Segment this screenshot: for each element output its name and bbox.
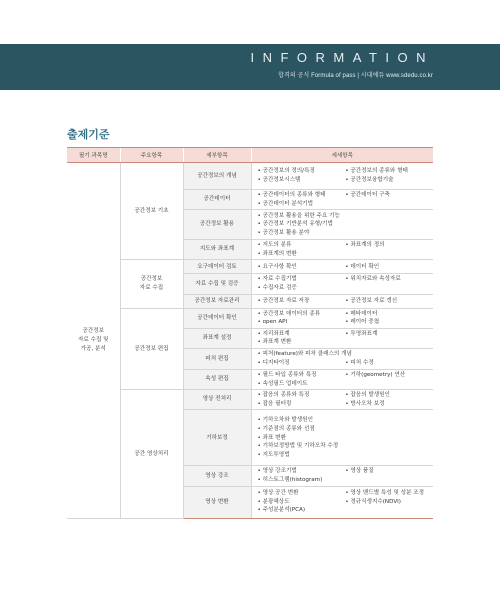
detail-list — [258, 350, 430, 367]
detail-list — [258, 191, 430, 208]
detail-cell — [251, 466, 433, 486]
detail-cell — [251, 348, 433, 369]
detail-item: • 자료 수집기법 — [258, 275, 342, 284]
header-detail: 세세항목 — [251, 148, 433, 163]
detail-list — [258, 275, 430, 292]
detail-item: • 필드 타입 종류와 특징 — [258, 371, 342, 380]
sub-item-cell: 기하보정 — [183, 410, 251, 466]
detail-item: • 잡음의 발생원인 — [345, 391, 429, 400]
banner-title: INFORMATION — [250, 50, 434, 65]
detail-list — [258, 297, 430, 306]
detail-item: • 레이어 중첩 — [345, 318, 429, 327]
major-item-cell: 공간정보 자료 수집 — [120, 260, 183, 308]
detail-item: • 피처(feature)와 피처 클래스의 개념 — [258, 350, 430, 359]
detail-item: • 공간데이터 분석기법 — [258, 200, 342, 209]
detail-cell — [251, 190, 433, 210]
detail-item: • 공간정보 활용을 위한 주요 기능 — [258, 212, 430, 221]
detail-item: • 요구사항 확인 — [258, 263, 342, 272]
detail-list — [258, 489, 430, 515]
sub-item-cell: 좌표계 설정 — [183, 328, 251, 348]
detail-item: • open API — [258, 318, 342, 327]
detail-cell — [251, 369, 433, 389]
detail-cell — [251, 240, 433, 260]
detail-item: • 공간정보 기반분석 유형/기법 — [258, 220, 430, 229]
major-item-cell: 공간 영상처리 — [120, 390, 183, 518]
detail-item: • 좌표계의 변환 — [258, 250, 342, 259]
exam-criteria-table — [67, 147, 433, 519]
detail-item: • 주성분분석(PCA) — [258, 506, 342, 515]
header-subject: 필기 과목명 — [67, 148, 120, 163]
detail-item: • 좌표계의 정의 — [345, 241, 429, 250]
detail-list — [258, 310, 430, 327]
major-item-cell: 공간정보 기초 — [120, 163, 183, 260]
detail-item: • 잡음의 종류와 특징 — [258, 391, 342, 400]
detail-item: • 피처 수정 — [345, 359, 429, 368]
detail-item: • 지리좌표계 — [258, 330, 342, 339]
table-row — [67, 390, 433, 410]
detail-item: • 히스토그램(histogram) — [258, 476, 342, 485]
major-item-cell: 공간정보 편집 — [120, 308, 183, 390]
detail-item: • 속성필드 업데이트 — [258, 380, 342, 389]
header-banner — [0, 44, 500, 90]
detail-list — [258, 416, 430, 459]
sub-item-cell: 지도와 좌표계 — [183, 240, 251, 260]
detail-item: • 방사오차 보정 — [345, 400, 429, 409]
detail-item: • 공간정보 자료 갱신 — [345, 297, 429, 306]
sub-item-cell: 자료 수집 및 검증 — [183, 274, 251, 294]
detail-item: • 공간데이터 구축 — [345, 191, 429, 200]
sub-item-cell: 공간정보 활용 — [183, 210, 251, 240]
detail-cell — [251, 308, 433, 328]
detail-item: • 기하오차와 발생원인 — [258, 416, 430, 425]
detail-item: • 기준점의 종류와 선점 — [258, 425, 430, 434]
detail-item: • 공간정보시스템 — [258, 176, 342, 185]
sub-item-cell: 영상 강조 — [183, 466, 251, 486]
detail-item: • 공간정보 데이터의 종류 — [258, 310, 342, 319]
detail-item: • 영상 강조기법 — [258, 467, 342, 476]
detail-item: • 디지타이징 — [258, 359, 342, 368]
detail-cell — [251, 410, 433, 466]
detail-list — [258, 391, 430, 408]
detail-item: • 데이터 확인 — [345, 263, 429, 272]
detail-item: • 공간정보융합기술 — [345, 176, 429, 185]
detail-item: • 공간데이터의 종류와 형태 — [258, 191, 342, 200]
detail-cell — [251, 328, 433, 348]
detail-item: • 기하보정방법 및 기하오차 수정 — [258, 442, 430, 451]
detail-list — [258, 263, 430, 272]
detail-item: • 투영좌표계 — [345, 330, 429, 339]
header-sub: 세부항목 — [183, 148, 251, 163]
detail-item: • 잡음 필터링 — [258, 400, 342, 409]
detail-list — [258, 241, 430, 258]
sub-item-cell: 영상 전처리 — [183, 390, 251, 410]
table-row — [67, 163, 433, 190]
detail-list — [258, 167, 430, 184]
detail-item: • 좌표 변환 — [258, 434, 430, 443]
detail-cell — [251, 294, 433, 308]
sub-item-cell: 속성 편집 — [183, 369, 251, 389]
table-body — [67, 163, 433, 519]
detail-list — [258, 467, 430, 484]
sub-item-cell: 공간정보의 개념 — [183, 163, 251, 190]
detail-item: • 영상 공간 변환 — [258, 489, 342, 498]
detail-item: • 좌표계 변환 — [258, 338, 342, 347]
detail-list — [258, 371, 430, 388]
sub-item-cell: 요구데이터 검토 — [183, 260, 251, 274]
detail-item: • 영상 품질 — [345, 467, 429, 476]
detail-cell — [251, 163, 433, 190]
detail-item: • 지도의 분류 — [258, 241, 342, 250]
detail-item: • 메타데이터 — [345, 310, 429, 319]
detail-item: • 공간정보 활용 분야 — [258, 229, 430, 238]
detail-cell — [251, 260, 433, 274]
sub-item-cell: 피처 편집 — [183, 348, 251, 369]
detail-item: • 공간정보의 종류와 형태 — [345, 167, 429, 176]
section-title: 출제기준 — [67, 129, 110, 141]
detail-item: • 위치자료와 속성자료 — [345, 275, 429, 284]
detail-item: • 수집자료 검증 — [258, 284, 342, 293]
detail-item: • 공간정보 자료 저장 — [258, 297, 342, 306]
detail-item: • 기하(geometry) 연산 — [345, 371, 429, 380]
subject-cell: 공간정보 자료 수집 및 가공, 분석 — [67, 163, 120, 519]
table-row — [67, 308, 433, 328]
detail-cell — [251, 390, 433, 410]
detail-cell — [251, 486, 433, 518]
detail-item: • 공간정보의 정의/특징 — [258, 167, 342, 176]
banner-subtitle: 합격의 공식 Formula of pass | 시대에듀 www.sdedu.co.kr — [278, 73, 433, 79]
sub-item-cell: 영상 변환 — [183, 486, 251, 518]
detail-cell — [251, 274, 433, 294]
detail-item: • 정규식생지수(NDVI) — [345, 498, 429, 507]
detail-item: • 영상 밴드별 특성 및 성분 조정 — [345, 489, 429, 498]
detail-item: • 분광혜상도 — [258, 498, 342, 507]
detail-item: • 지도투영법 — [258, 451, 430, 460]
detail-cell — [251, 210, 433, 240]
sub-item-cell: 공간정보 자료관리 — [183, 294, 251, 308]
header-major: 주요항목 — [120, 148, 183, 163]
table-row — [67, 260, 433, 274]
table-header-row — [67, 148, 433, 163]
detail-list — [258, 330, 430, 347]
detail-list — [258, 212, 430, 238]
sub-item-cell: 공간데이터 — [183, 190, 251, 210]
sub-item-cell: 공간데이터 확인 — [183, 308, 251, 328]
